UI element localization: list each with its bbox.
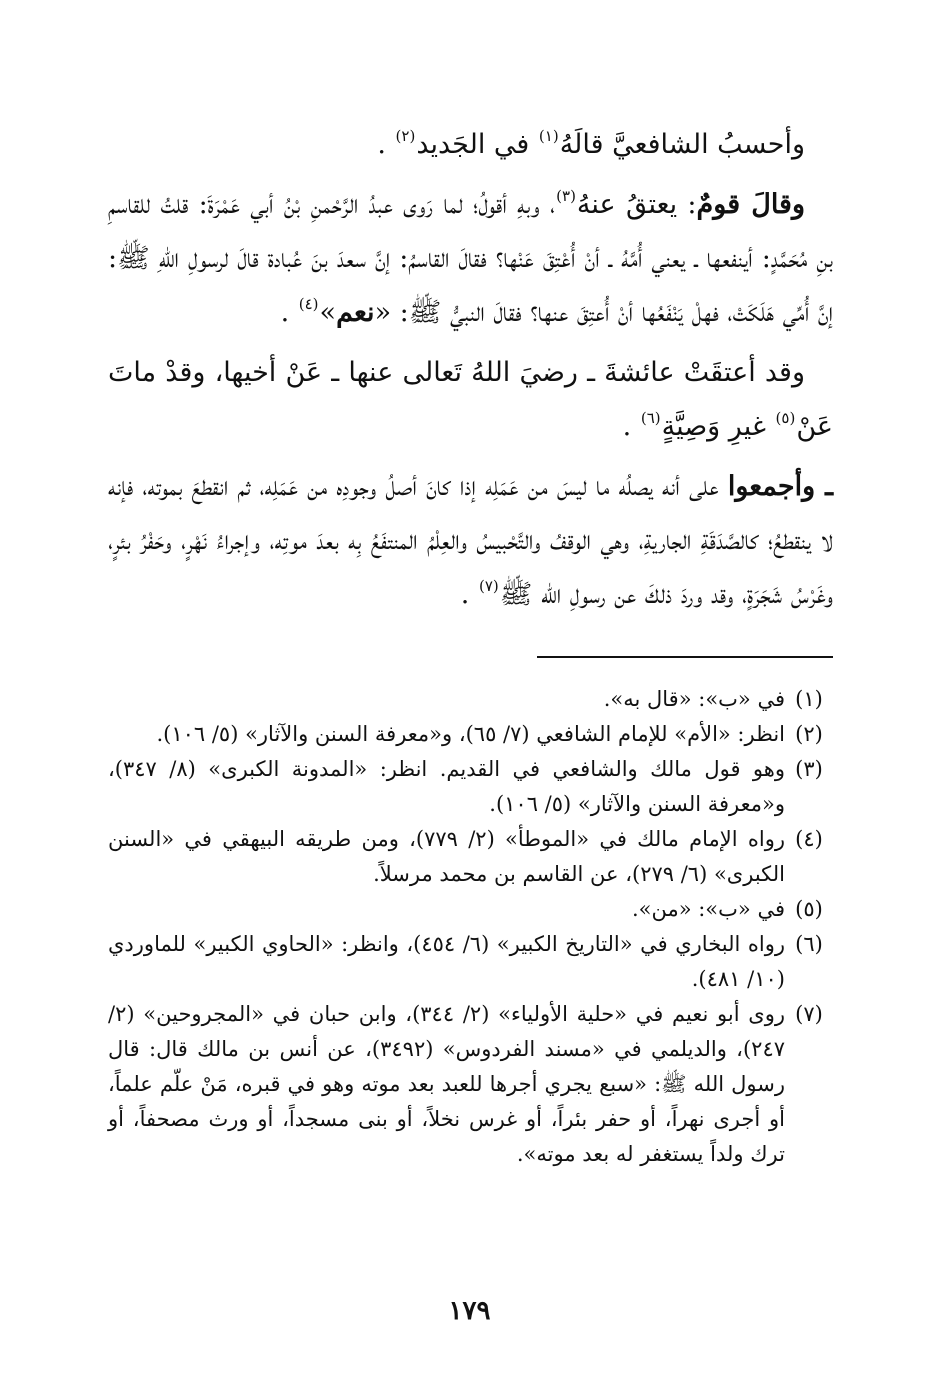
footnote-ref-4[interactable]: (٤) — [298, 295, 319, 313]
paragraph-1 — [108, 118, 833, 172]
footnote — [108, 892, 833, 927]
paragraph-2 — [108, 178, 833, 340]
footnote — [108, 717, 833, 752]
footnote-text: رواه الإمام مالك في «الموطأ» (٢/ ٧٧٩)، ومن طريقه البيهقي في «السنن الكبرى» (٦/ ٢٧٩)، عن القاسم بن محمد مرسلاً. — [108, 827, 785, 886]
footnote-ref-1[interactable]: (١) — [538, 127, 559, 145]
footnote-ref-3[interactable]: (٣) — [556, 187, 576, 205]
paragraph-2-text-b: ، وبهِ أقولُ؛ لما رَوى عبدُ الرَّحْمنِ بْنُ أبي عَمْرَةَ: قلتُ للقاسمِ بنِ مُحَمَّدٍ: أينفعها ـ يعني أُمَّهُ ـ أنْ أُعْتِقَ عَنْها؟ فقالَ القاسمُ: إنَّ سعدَ بنَ عُبادة قالَ لرسولِ اللهِ ﷺ: إنَّ أُمِّي هَلَكَتْ، فهلْ يَنْفَعُها أنْ أُعتِقَ عنها؟ فقالَ النبيُّ ﷺ: « — [108, 189, 833, 328]
footnote-text: انظر: «الأم» للإمام الشافعي (٧/ ٦٥)، و«معرفة السنن والآثار» (٥/ ١٠٦). — [156, 722, 785, 746]
footnote-number: (١) — [795, 687, 823, 711]
footnote-text: روى أبو نعيم في «حلية الأولياء» (٢/ ٣٤٤)، وابن حبان في «المجروحين» (٢/ ٢٤٧)، والديلمي في «مسند الفردوس» (٣٤٩٢)، عن أنس بن مالك قال: قال رسول الله ﷺ: «سبع يجري أجرها للعبد بعد موته وهو في قبره، مَنْ علّم علماً، أو أجرى نهراً، أو حفر بئراً، أو غرس نخلاً، أو بنى مسجداً، أو ورث مصحفاً، أو ترك ولداً يستغفر له بعد موته». — [108, 1002, 786, 1166]
paragraph-4-dash: ـ — [815, 471, 833, 502]
footnote — [108, 682, 833, 717]
footnote-number: (٦) — [795, 932, 823, 956]
paragraph-2-text-c: » — [319, 297, 337, 328]
paragraph-2-lead: وقالَ قومٌ — [696, 189, 805, 220]
footnote-number: (٤) — [795, 827, 823, 851]
page-number: ١٧٩ — [448, 1296, 491, 1326]
paragraph-4-lead: وأجمعوا — [727, 471, 816, 502]
paragraph-4-text-b: . — [460, 579, 478, 610]
paragraph-3-text-a: وقد أعتقَتْ عائشةَ ـ رضيَ اللهُ تَعالى عنها ـ عَنْ أخيها، وقدْ ماتَ عَنْ — [108, 357, 833, 442]
book-page — [108, 118, 833, 1358]
paragraph-2-bold-word: نعم — [336, 297, 375, 328]
paragraph-3-text-b: غيرِ وَصِيَّةٍ — [661, 411, 775, 442]
paragraph-1-text-c: . — [377, 129, 395, 160]
paragraph-2-text-d: . — [280, 297, 298, 328]
paragraph-2-text-a: : يعتقُ عنهُ — [576, 189, 697, 220]
paragraph-1-text-a: وأحسبُ الشافعيَّ قالَهُ — [559, 129, 805, 160]
paragraph-3-text-c: . — [622, 411, 640, 442]
footnote-text: رواه البخاري في «التاريخ الكبير» (٦/ ٤٥٤)، وانظر: «الحاوي الكبير» للماوردي (١٠/ ٤٨١). — [108, 932, 785, 991]
footnote-text: في «ب»: «قال به». — [603, 687, 785, 711]
footnote-ref-7[interactable]: (٧) — [478, 577, 499, 595]
footnote-ref-5[interactable]: (٥) — [775, 409, 796, 427]
footnote — [108, 822, 833, 892]
main-text — [108, 118, 833, 622]
paragraph-4 — [108, 460, 833, 622]
footnote — [108, 927, 833, 997]
paragraph-4-text-a: على أنه يصلُه ما ليسَ من عَمَلِه إذا كانَ أصلُ وجودِه من عَمَلِه، ثم انقطعَ بموته، فإنه لا ينقطعُ؛ كالصَّدَقَةِ الجاريةِ، وهي الوقفُ والتَّحْبيسُ والعِلْمُ المنتفَعُ بِه بعدَ موتِه، وإجراءُ نَهْرٍ، وحَفْرُ بئرٍ، وغَرْسُ شَجَرَةٍ، وقد وردَ ذلكَ عن رسولِ الله ﷺ — [108, 471, 833, 610]
footnotes — [108, 682, 833, 1172]
footnote-separator — [537, 656, 833, 658]
footnote-text: في «ب»: «من». — [631, 897, 785, 921]
footnote-number: (٧) — [795, 1002, 823, 1026]
footnote-ref-2[interactable]: (٢) — [395, 127, 416, 145]
footnote — [108, 997, 833, 1172]
footnote-number: (٥) — [795, 897, 823, 921]
paragraph-3 — [108, 346, 833, 454]
footnote-text: وهو قول مالك والشافعي في القديم. انظر: «المدونة الكبرى» (٨/ ٣٤٧)، و«معرفة السنن والآثار» (٥/ ١٠٦). — [108, 757, 785, 816]
paragraph-1-text-b: في الجَديد — [416, 129, 538, 160]
footnote-number: (٣) — [795, 757, 823, 781]
footnote — [108, 752, 833, 822]
footnote-number: (٢) — [795, 722, 823, 746]
footnote-ref-6[interactable]: (٦) — [640, 409, 661, 427]
